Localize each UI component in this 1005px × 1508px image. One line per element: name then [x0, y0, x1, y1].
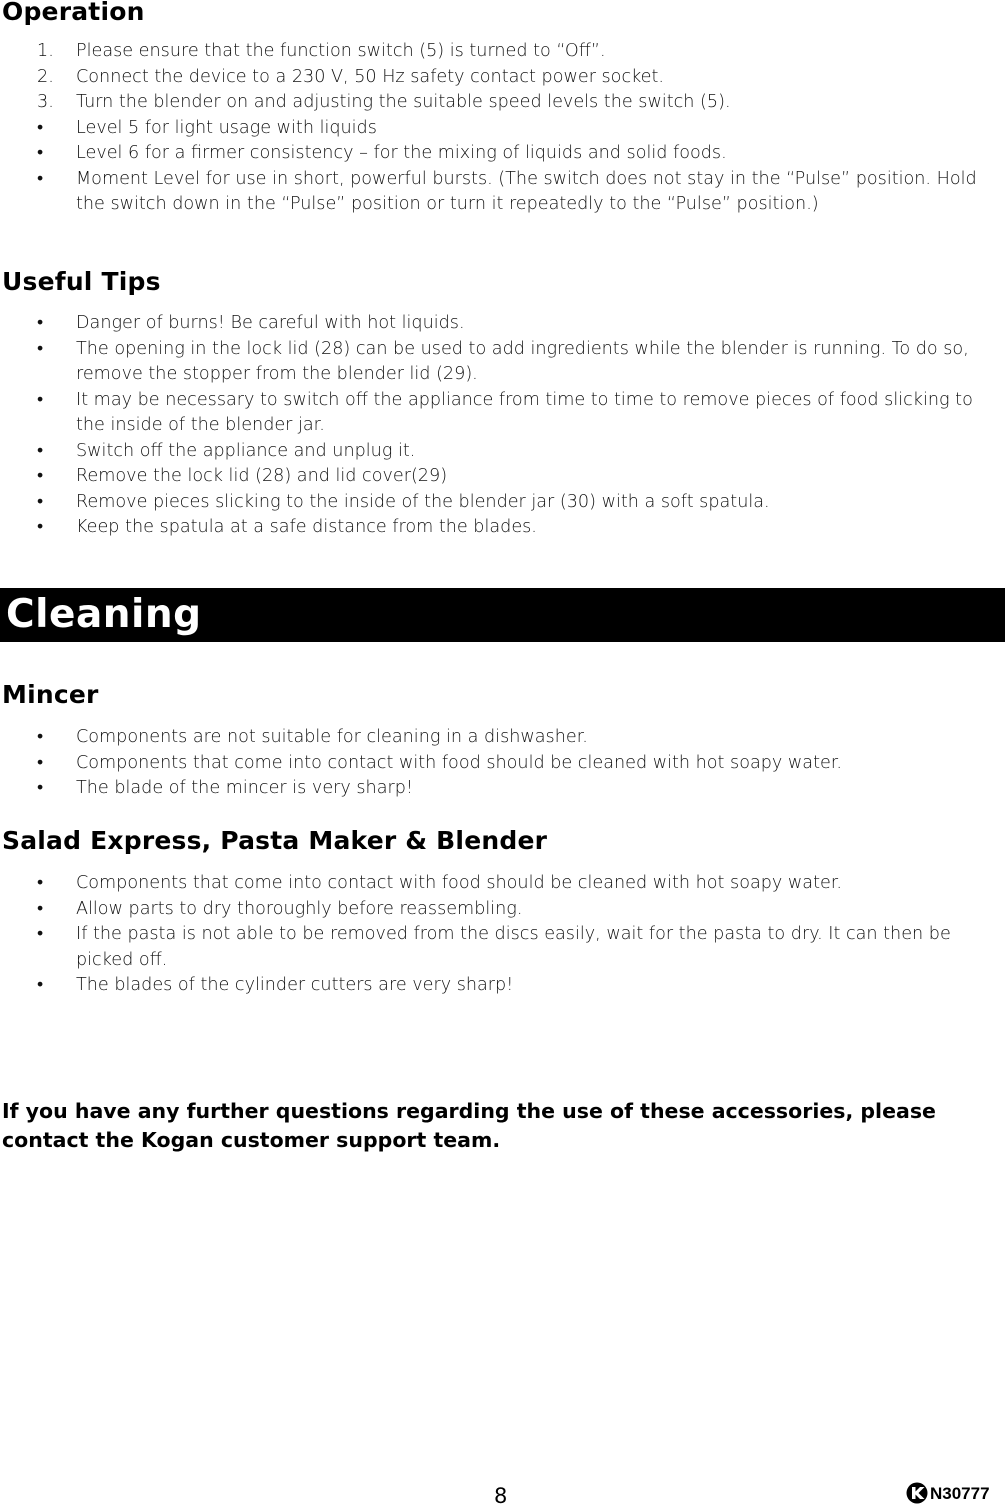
list-marker: •: [37, 117, 44, 138]
list-item: • Remove the lock lid (28) and lid cover(29): [0, 464, 1000, 490]
list-marker: 1.: [37, 41, 54, 61]
bullet: •: [37, 313, 44, 333]
operation-step-2: 2. Connect the device to a 230 V, 50 Hz safety contact power socket.: [0, 65, 1000, 91]
list-item: • If the pasta is not able to be removed from the discs easily, wait for the pasta to dry. It can then be picked off.: [37, 924, 951, 970]
bullet: •: [37, 924, 44, 944]
operation-step-3: 3. Turn the blender on and adjusting the suitable speed levels the switch (5).: [0, 90, 1000, 116]
bullet: •: [37, 727, 44, 747]
bullet: •: [37, 338, 44, 359]
list-item: • Components that come into contact with food should be cleaned with hot soapy water.: [0, 751, 1000, 777]
list-item: • Allow parts to dry thoroughly before reassembling.: [0, 897, 1000, 923]
salad-express-list: [0, 871, 1000, 999]
list-item: • Components are not suitable for cleaning in a dishwasher.: [0, 725, 1000, 751]
bullet: •: [37, 466, 44, 486]
kogan-k-icon: [906, 1482, 930, 1504]
operation-moment-level: • Moment Level for use in short, powerful bursts. (The switch does not stay in the “Pulse” position. Hold the switch down in the “Pulse” position or turn it repeatedly to the “Pulse” position.): [37, 168, 977, 214]
list-marker: 3.: [37, 92, 54, 112]
mincer-heading: Mincer: [2, 680, 99, 709]
list-marker: •: [37, 168, 44, 189]
bullet: •: [37, 389, 44, 410]
cleaning-banner: [0, 588, 1005, 642]
mincer-list: [0, 725, 1000, 802]
page-number: 8: [494, 1484, 508, 1508]
closing-statement: If you have any further questions regarding the use of these accessories, please contact the Kogan customer support team.: [2, 1099, 936, 1152]
list-item: • Keep the spatula at a safe distance from the blades.: [0, 515, 1000, 541]
bullet: •: [37, 898, 44, 919]
operation-heading: Operation: [2, 0, 145, 26]
salad-express-heading: Salad Express, Pasta Maker & Blender: [2, 826, 548, 855]
list-item: • The opening in the lock lid (28) can be used to add ingredients while the blender is running. To do so, remove the stopper from the blender lid (29).: [37, 338, 969, 384]
bullet: •: [37, 440, 44, 461]
model-code: N30777: [930, 1484, 990, 1503]
list-marker: 2.: [37, 66, 54, 87]
list-item: • Remove pieces slicking to the inside of the blender jar (30) with a soft spatula.: [0, 490, 1000, 516]
list-item: • The blade of the mincer is very sharp!: [0, 776, 1000, 802]
bullet: •: [37, 873, 44, 893]
operation-list: [0, 39, 1000, 218]
bullet: •: [37, 752, 44, 773]
operation-step-1: 1. Please ensure that the function switch (5) is turned to “Off”.: [0, 39, 1000, 65]
list-item: • It may be necessary to switch off the appliance from time to time to remove pieces of food slicking to the inside of the blender jar.: [37, 389, 973, 435]
list-item: • Switch off the appliance and unplug it.: [0, 439, 1000, 465]
bullet: •: [37, 517, 44, 537]
list-item: • Danger of burns! Be careful with hot liquids.: [0, 311, 1000, 337]
bullet: •: [37, 491, 44, 512]
list-item: • Components that come into contact with food should be cleaned with hot soapy water.: [0, 871, 1000, 897]
useful-tips-heading: Useful Tips: [2, 267, 161, 296]
list-item: • The blades of the cylinder cutters are very sharp!: [0, 973, 1000, 999]
useful-tips-list: [0, 311, 1000, 541]
cleaning-title: Cleaning: [6, 592, 202, 637]
bullet: •: [37, 778, 44, 798]
bullet: •: [37, 975, 44, 995]
operation-level-5: • Level 5 for light usage with liquids: [0, 116, 1000, 142]
operation-level-6: • Level 6 for a firmer consistency – for the mixing of liquids and solid foods.: [0, 141, 1000, 167]
list-marker: •: [37, 143, 44, 163]
